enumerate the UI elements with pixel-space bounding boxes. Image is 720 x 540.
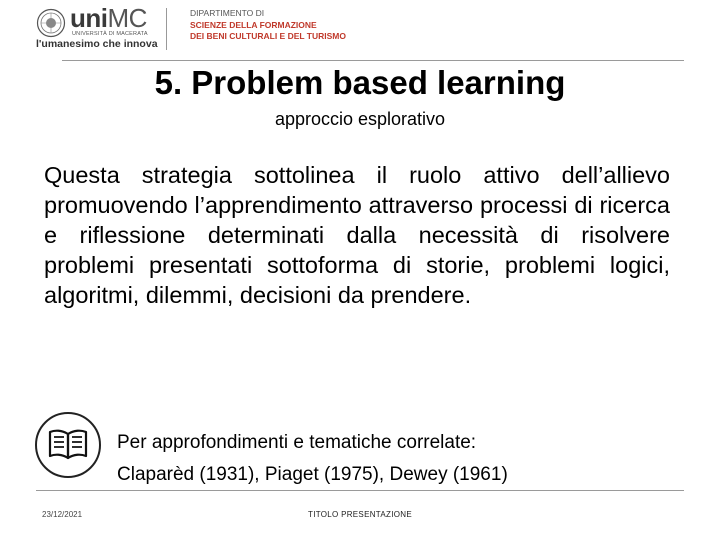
book-icon-badge [35,412,101,478]
bottom-rule [36,490,684,491]
body-paragraph: Questa strategia sottolinea il ruolo attivo dell’allievo promuovendo l’apprendimento attraverso processi di ricerca e riflessione determinati dalla necessità di risolvere problemi presentati sottoforma di storie, problemi logici, algoritmi, dilemmi, decisioni da prendere. [44,162,670,308]
motto: l'umanesimo che innova [36,38,158,50]
references-intro: Per approfondimenti e tematiche correlate: [117,432,477,453]
references [117,427,508,491]
dept-line-2: SCIENZE DELLA FORMAZIONE [190,19,317,30]
brand-light: MC [107,3,147,33]
slide-title: 5. Problem based learning [154,64,566,101]
footer-title: TITOLO PRESENTAZIONE [308,510,412,519]
brand-main: uni [70,3,108,33]
footer-date: 23/12/2021 [42,510,83,519]
references-list: Claparèd (1931), Piaget (1975), Dewey (1961) [117,464,508,485]
brand-university: UNIVERSITÀ DI MACERATA [72,31,148,37]
university-seal-icon [36,8,66,38]
slide-subtitle: approccio esplorativo [274,109,446,129]
brand-logo [70,3,148,37]
header-divider [166,8,167,50]
open-book-icon [47,428,89,462]
header [0,0,720,62]
dept-line-1: DIPARTIMENTO DI [190,8,265,18]
dept-line-3: DEI BENI CULTURALI E DEL TURISMO [190,31,346,41]
department-name [190,8,346,43]
top-rule [62,60,684,61]
